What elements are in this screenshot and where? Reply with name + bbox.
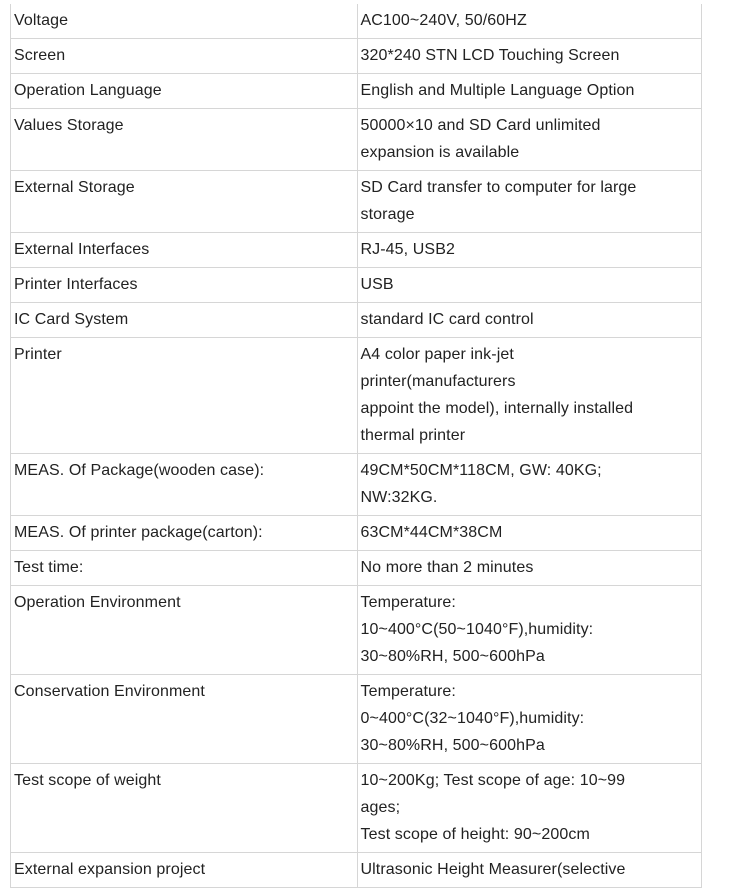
spec-label: MEAS. Of printer package(carton):: [11, 516, 358, 551]
spec-label: Screen: [11, 39, 358, 74]
spec-value: SD Card transfer to computer for large storage: [357, 171, 702, 233]
spec-label: External expansion project: [11, 853, 358, 888]
spec-label: MEAS. Of Package(wooden case):: [11, 454, 358, 516]
spec-value: standard IC card control: [357, 303, 702, 338]
table-row: [11, 338, 702, 454]
spec-label: Printer: [11, 338, 358, 454]
table-row: [11, 853, 702, 888]
spec-value: 50000×10 and SD Card unlimited expansion is available: [357, 109, 702, 171]
table-row: [11, 764, 702, 853]
spec-label: Operation Environment: [11, 586, 358, 675]
spec-value: English and Multiple Language Option: [357, 74, 702, 109]
spec-value: AC100~240V, 50/60HZ: [357, 4, 702, 39]
spec-value: 320*240 STN LCD Touching Screen: [357, 39, 702, 74]
table-row: [11, 516, 702, 551]
spec-value: USB: [357, 268, 702, 303]
spec-label: IC Card System: [11, 303, 358, 338]
table-row: [11, 551, 702, 586]
spec-label: Voltage: [11, 4, 358, 39]
spec-label: External Interfaces: [11, 233, 358, 268]
spec-value: A4 color paper ink-jet printer(manufacturers appoint the model), internally installed thermal printer: [357, 338, 702, 454]
table-row: [11, 233, 702, 268]
spec-label: Test time:: [11, 551, 358, 586]
table-row: [11, 4, 702, 39]
table-row: [11, 675, 702, 764]
spec-label: Printer Interfaces: [11, 268, 358, 303]
table-row: [11, 454, 702, 516]
spec-value: No more than 2 minutes: [357, 551, 702, 586]
spec-label: Values Storage: [11, 109, 358, 171]
spec-table: [10, 4, 702, 888]
table-row: [11, 268, 702, 303]
spec-value: RJ-45, USB2: [357, 233, 702, 268]
table-row: [11, 109, 702, 171]
spec-value: 10~200Kg; Test scope of age: 10~99 ages; Test scope of height: 90~200cm: [357, 764, 702, 853]
table-row: [11, 303, 702, 338]
spec-label: Test scope of weight: [11, 764, 358, 853]
table-row: [11, 74, 702, 109]
table-row: [11, 586, 702, 675]
spec-value: 63CM*44CM*38CM: [357, 516, 702, 551]
table-row: [11, 39, 702, 74]
spec-label: Conservation Environment: [11, 675, 358, 764]
table-row: [11, 171, 702, 233]
spec-value: Temperature: 10~400°C(50~1040°F),humidity: 30~80%RH, 500~600hPa: [357, 586, 702, 675]
spec-value: Temperature: 0~400°C(32~1040°F),humidity: 30~80%RH, 500~600hPa: [357, 675, 702, 764]
spec-label: Operation Language: [11, 74, 358, 109]
spec-value: 49CM*50CM*118CM, GW: 40KG; NW:32KG.: [357, 454, 702, 516]
spec-label: External Storage: [11, 171, 358, 233]
spec-value: Ultrasonic Height Measurer(selective: [357, 853, 702, 888]
